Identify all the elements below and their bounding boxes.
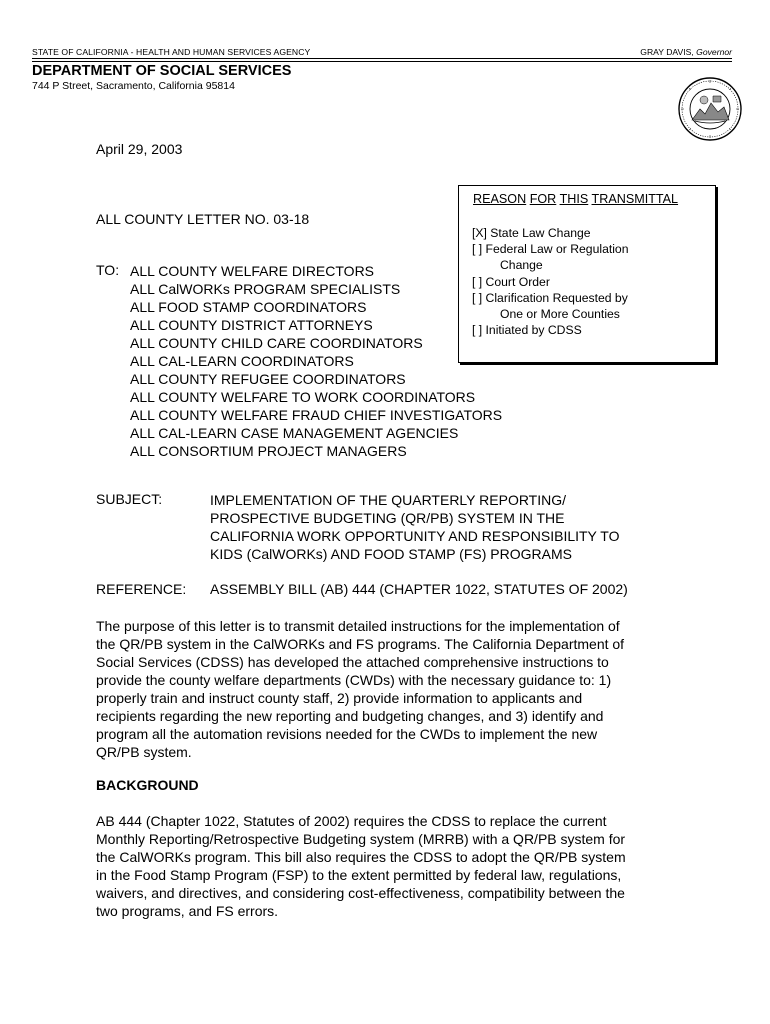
reason-item-initiated-cdss: [ ] Initiated by CDSS bbox=[472, 323, 582, 338]
background-line: the CalWORKs program. This bill also requires the CDSS to adopt the QR/PB system bbox=[96, 849, 626, 865]
recipient-item: ALL COUNTY CHILD CARE COORDINATORS bbox=[130, 335, 423, 351]
background-line: Monthly Reporting/Retrospective Budgeting system (MRRB) with a QR/PB system for bbox=[96, 831, 626, 847]
recipient-list bbox=[130, 262, 502, 460]
purpose-line: provide the county welfare departments (CWDs) with the necessary guidance to: 1) bbox=[96, 672, 612, 688]
recipient-item: ALL CAL-LEARN COORDINATORS bbox=[130, 353, 354, 369]
header-rule-thick bbox=[32, 58, 732, 59]
reason-item-federal-law: [ ] Federal Law or Regulation bbox=[472, 242, 629, 257]
background-heading: BACKGROUND bbox=[96, 777, 199, 793]
recipient-item: ALL FOOD STAMP COORDINATORS bbox=[130, 299, 367, 315]
reason-item-clarification: [ ] Clarification Requested by bbox=[472, 290, 628, 305]
background-line: AB 444 (Chapter 1022, Statutes of 2002) requires the CDSS to replace the current bbox=[96, 813, 607, 829]
governor-title: Governor bbox=[696, 47, 732, 57]
header-rule-thin bbox=[32, 61, 732, 62]
recipient-item: ALL COUNTY WELFARE TO WORK COORDINATORS bbox=[130, 389, 476, 405]
reason-item-state-law: [X] State Law Change bbox=[472, 226, 591, 240]
background-line: two programs, and FS errors. bbox=[96, 903, 279, 919]
purpose-line: program all the automation revisions needed for the CWDs to implement the new bbox=[96, 726, 598, 742]
subject-line: KIDS (CalWORKs) AND FOOD STAMP (FS) PROGRAMS bbox=[210, 546, 572, 562]
purpose-line: QR/PB system. bbox=[96, 744, 192, 760]
reason-item-court-order: [ ] Court Order bbox=[472, 274, 550, 289]
background-line: waivers, and directives, and considering cost-effectiveness, compatibility between the bbox=[96, 885, 625, 901]
subject-label: SUBJECT: bbox=[96, 491, 163, 507]
background-paragraph bbox=[96, 812, 696, 920]
recipient-item: ALL CalWORKs PROGRAM SPECIALISTS bbox=[130, 281, 401, 297]
recipient-item: ALL CAL-LEARN CASE MANAGEMENT AGENCIES bbox=[130, 425, 459, 441]
recipient-item: ALL CONSORTIUM PROJECT MANAGERS bbox=[130, 443, 407, 459]
subject-line: IMPLEMENTATION OF THE QUARTERLY REPORTING/ bbox=[210, 492, 567, 508]
recipient-item: ALL COUNTY REFUGEE COORDINATORS bbox=[130, 371, 406, 387]
governor-line bbox=[640, 47, 732, 57]
agency-name: STATE OF CALIFORNIA - HEALTH AND HUMAN SERVICES AGENCY bbox=[32, 47, 311, 57]
reference-value: ASSEMBLY BILL (AB) 444 (CHAPTER 1022, STATUTES OF 2002) bbox=[210, 581, 628, 597]
recipient-item: ALL COUNTY DISTRICT ATTORNEYS bbox=[130, 317, 373, 333]
reason-item-federal-law-cont: Change bbox=[500, 258, 543, 273]
subject-text bbox=[210, 491, 619, 563]
letter-number: ALL COUNTY LETTER NO. 03-18 bbox=[96, 211, 310, 227]
to-label: TO: bbox=[96, 262, 120, 278]
department-name: DEPARTMENT OF SOCIAL SERVICES bbox=[32, 63, 292, 79]
state-seal-icon bbox=[677, 76, 743, 142]
reason-title-word: THIS bbox=[559, 192, 589, 206]
reason-title bbox=[473, 192, 678, 206]
recipient-item: ALL COUNTY WELFARE DIRECTORS bbox=[130, 263, 375, 279]
purpose-line: Social Services (CDSS) has developed the attached comprehensive instructions to bbox=[96, 654, 609, 670]
recipient-item: ALL COUNTY WELFARE FRAUD CHIEF INVESTIGATORS bbox=[130, 407, 503, 423]
subject-line: CALIFORNIA WORK OPPORTUNITY AND RESPONSIBILITY TO bbox=[210, 528, 620, 544]
governor-name: GRAY DAVIS, bbox=[640, 47, 697, 57]
reference-label: REFERENCE: bbox=[96, 581, 187, 597]
subject-line: PROSPECTIVE BUDGETING (QR/PB) SYSTEM IN THE bbox=[210, 510, 565, 526]
purpose-paragraph bbox=[96, 617, 696, 761]
background-line: in the Food Stamp Program (FSP) to the extent permitted by federal law, regulations, bbox=[96, 867, 622, 883]
reason-item-clarification-cont: One or More Counties bbox=[500, 307, 620, 322]
reference-line bbox=[96, 581, 628, 597]
reason-title-word: FOR bbox=[529, 192, 557, 206]
purpose-line: recipients regarding the new reporting and budgeting changes, and 3) identify and bbox=[96, 708, 604, 724]
purpose-line: properly train and instruct county staff, 2) provide information to applicants and bbox=[96, 690, 583, 706]
letter-date: April 29, 2003 bbox=[96, 141, 183, 157]
department-address: 744 P Street, Sacramento, California 95814 bbox=[32, 80, 235, 92]
reason-title-word: REASON bbox=[473, 192, 527, 206]
reason-title-word: TRANSMITTAL bbox=[591, 192, 679, 206]
purpose-line: the QR/PB system in the CalWORKs and FS programs. The California Department of bbox=[96, 636, 625, 652]
purpose-line: The purpose of this letter is to transmit detailed instructions for the implementation of bbox=[96, 618, 620, 634]
